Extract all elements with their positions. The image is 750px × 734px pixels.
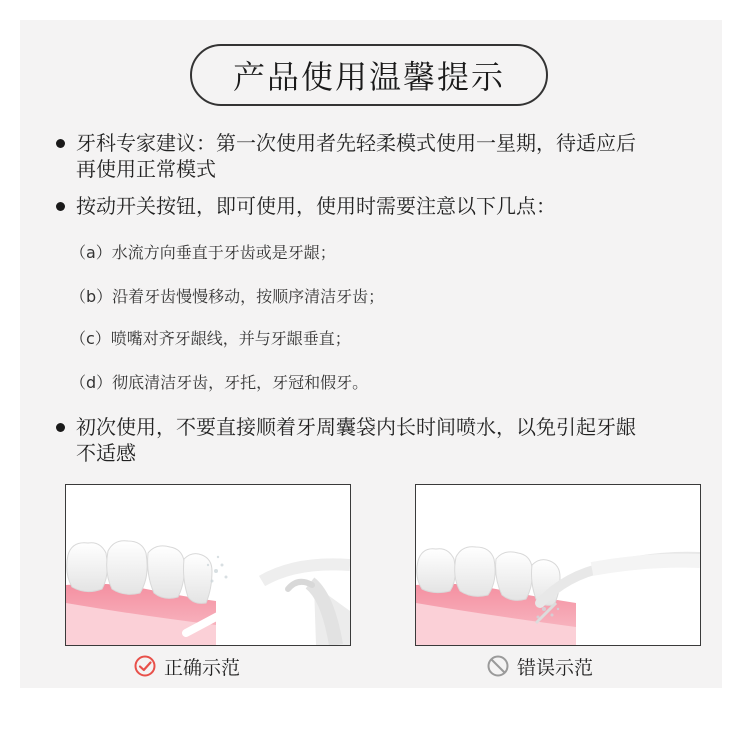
wrong-example-caption bbox=[487, 652, 593, 680]
wrong-example-image bbox=[415, 484, 701, 646]
tip-text-line2: 不适感 bbox=[76, 441, 136, 465]
prohibited-icon bbox=[487, 655, 509, 677]
usage-point-b: （b）沿着牙齿慢慢移动，按顺序清洁牙齿； bbox=[70, 287, 385, 306]
tip-bullet-expert-advice bbox=[56, 130, 696, 182]
correct-example-caption bbox=[134, 652, 240, 680]
correct-example-label: 正确示范 bbox=[164, 656, 241, 679]
tip-text-line1: 按动开关按钮，即可使用，使用时需要注意以下几点： bbox=[76, 194, 556, 218]
bullet-dot bbox=[56, 423, 65, 432]
page-title: 产品使用温馨提示 bbox=[190, 44, 548, 106]
wrong-example-label: 错误示范 bbox=[517, 656, 594, 679]
correct-example-image bbox=[65, 484, 351, 646]
teeth-illustration-correct bbox=[66, 485, 350, 645]
usage-point-c: （c）喷嘴对齐牙龈线，并与牙龈垂直； bbox=[70, 329, 351, 348]
bullet-dot bbox=[56, 139, 65, 148]
tip-text-line2: 再使用正常模式 bbox=[76, 157, 216, 181]
tip-bullet-first-use bbox=[56, 414, 696, 466]
tip-text-line1: 初次使用，不要直接顺着牙周囊袋内长时间喷水，以免引起牙龈 bbox=[76, 415, 636, 439]
tip-bullet-usage bbox=[56, 193, 696, 219]
usage-point-a: （a）水流方向垂直于牙齿或是牙龈； bbox=[70, 243, 336, 262]
teeth-illustration-wrong bbox=[416, 485, 700, 645]
bullet-dot bbox=[56, 202, 65, 211]
usage-point-d: （d）彻底清洁牙齿，牙托，牙冠和假牙。 bbox=[70, 373, 369, 392]
tip-text-line1: 牙科专家建议：第一次使用者先轻柔模式使用一星期，待适应后 bbox=[76, 131, 636, 155]
check-circle-icon bbox=[134, 655, 156, 677]
